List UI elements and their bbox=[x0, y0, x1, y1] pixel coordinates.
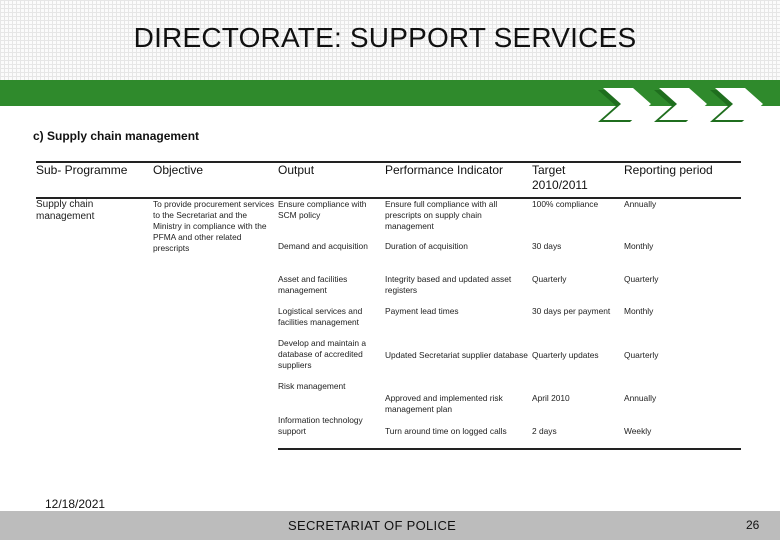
period-cell: Annually bbox=[624, 393, 657, 403]
period-cell: Quarterly bbox=[624, 274, 659, 284]
target-cell bbox=[532, 381, 624, 392]
period-cell: Weekly bbox=[624, 415, 741, 449]
column-header: Reporting period bbox=[624, 162, 741, 198]
column-header: Sub- Programme bbox=[36, 162, 153, 198]
indicator-cell: Approved and implemented risk management plan bbox=[385, 393, 503, 414]
output-cell: Ensure compliance with SCM policy bbox=[278, 199, 367, 220]
output-cell: Information technology support bbox=[278, 415, 385, 449]
page-title: DIRECTORATE: SUPPORT SERVICES bbox=[133, 22, 637, 53]
period-cell: Monthly bbox=[624, 241, 654, 251]
target-cell: 2 days bbox=[532, 415, 624, 449]
table-row bbox=[36, 198, 741, 241]
target-cell: April 2010 bbox=[532, 393, 570, 403]
target-cell: 30 days bbox=[532, 241, 562, 251]
chevron-arrows-icon bbox=[598, 86, 768, 126]
objective-cell: To provide procurement services to the Secretariat and the Ministry in compliance with the PFMA and other related prescripts bbox=[153, 199, 275, 253]
organization-name: SECRETARIAT OF POLICE bbox=[288, 518, 457, 533]
sub-programme-cell: Supply chain management bbox=[36, 199, 95, 222]
output-cell: Develop and maintain a database of accredited suppliers bbox=[278, 338, 366, 370]
period-cell: Monthly bbox=[624, 306, 654, 316]
period-cell: Annually bbox=[624, 199, 657, 209]
date-label: 12/18/2021 bbox=[45, 497, 106, 511]
target-cell: Quarterly bbox=[532, 274, 567, 284]
output-cell: Demand and acquisition bbox=[278, 241, 368, 251]
output-cell: Risk management bbox=[278, 381, 346, 391]
indicator-cell: Payment lead times bbox=[385, 306, 459, 316]
indicator-cell: Updated Secretariat supplier database bbox=[385, 350, 528, 360]
column-header: Output bbox=[278, 162, 385, 198]
period-cell bbox=[624, 381, 741, 392]
page-number: 26 bbox=[746, 518, 760, 532]
indicator-cell: Duration of acquisition bbox=[385, 241, 468, 251]
column-header: Target 2010/2011 bbox=[532, 162, 624, 198]
indicator-cell: Integrity based and updated asset registers bbox=[385, 274, 512, 295]
period-cell: Quarterly bbox=[624, 350, 659, 360]
indicator-cell bbox=[385, 381, 532, 392]
output-cell bbox=[278, 392, 385, 415]
target-cell: Quarterly updates bbox=[532, 350, 599, 360]
target-cell: 30 days per payment bbox=[532, 306, 611, 316]
target-cell: 100% compliance bbox=[532, 199, 599, 209]
column-header: Performance Indicator bbox=[385, 162, 532, 198]
supply-chain-table bbox=[36, 161, 741, 450]
section-title: c) Supply chain management bbox=[33, 129, 200, 143]
output-cell: Logistical services and facilities management bbox=[278, 306, 363, 327]
table-header-row bbox=[36, 162, 741, 198]
column-header: Objective bbox=[153, 162, 278, 198]
indicator-cell: Ensure full compliance with all prescripts on supply chain management bbox=[385, 199, 498, 231]
output-cell: Asset and facilities management bbox=[278, 274, 348, 295]
indicator-cell: Turn around time on logged calls bbox=[385, 415, 532, 449]
